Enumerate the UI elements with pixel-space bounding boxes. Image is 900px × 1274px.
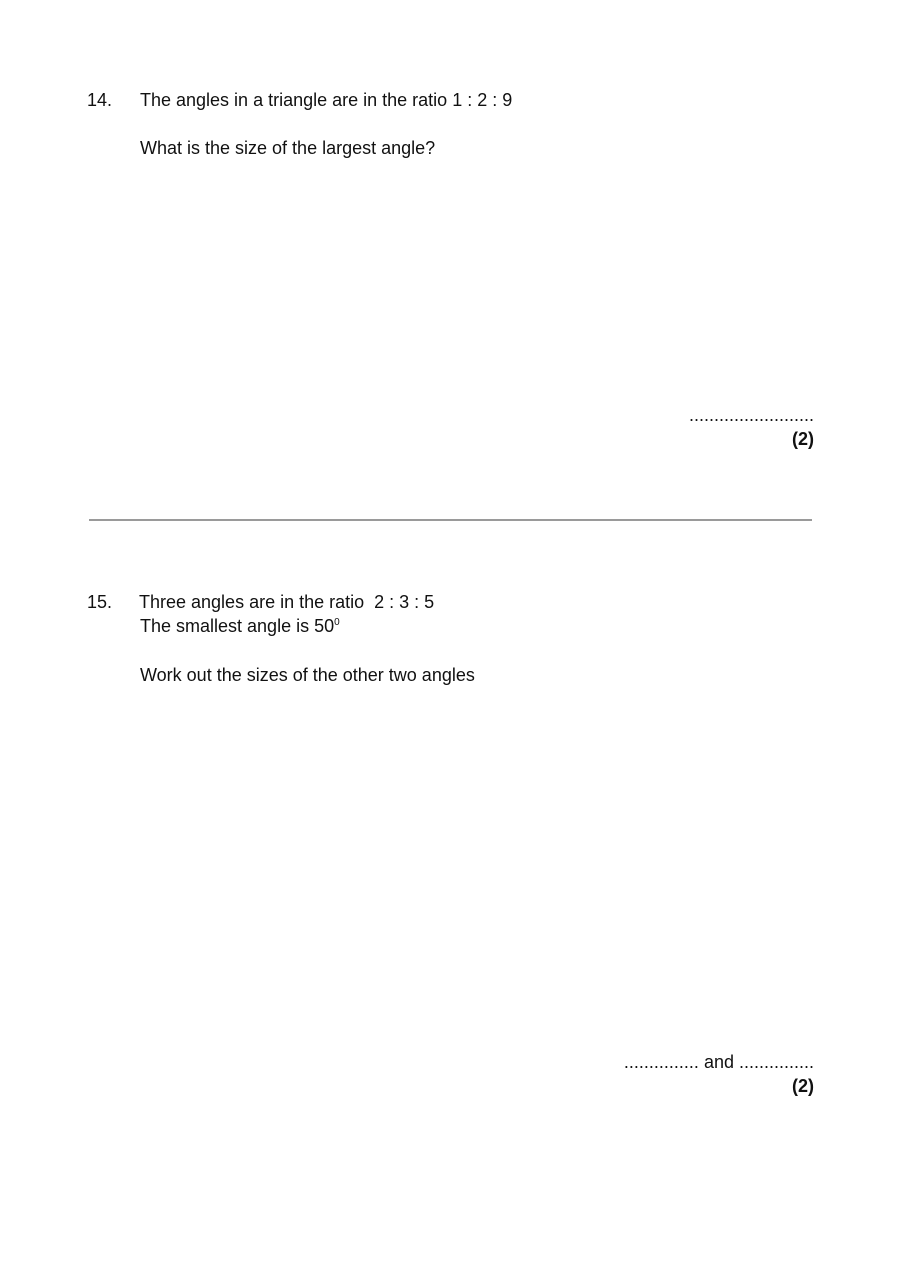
question-15-text: Three angles are in the ratio 2 : 3 : 5: [139, 592, 435, 612]
question-15-number: 15.: [87, 592, 113, 612]
question-14-marks: (2): [792, 429, 814, 449]
section-divider: [89, 519, 812, 521]
question-15-prompt: Work out the sizes of the other two angles: [140, 665, 475, 685]
question-15-given: [140, 617, 340, 635]
question-14-number: 14.: [87, 90, 113, 110]
degree-symbol: 0: [334, 617, 340, 628]
question-14-text: The angles in a triangle are in the ratio 1 : 2 : 9: [140, 90, 513, 110]
question-15-marks: (2): [792, 1076, 814, 1096]
question-15-given-text: The smallest angle is 50: [140, 616, 335, 636]
question-14-prompt: What is the size of the largest angle?: [140, 138, 436, 158]
question-14-answer-line[interactable]: .........................: [688, 405, 814, 425]
question-15-answer-line[interactable]: ............... and ...............: [623, 1052, 814, 1072]
